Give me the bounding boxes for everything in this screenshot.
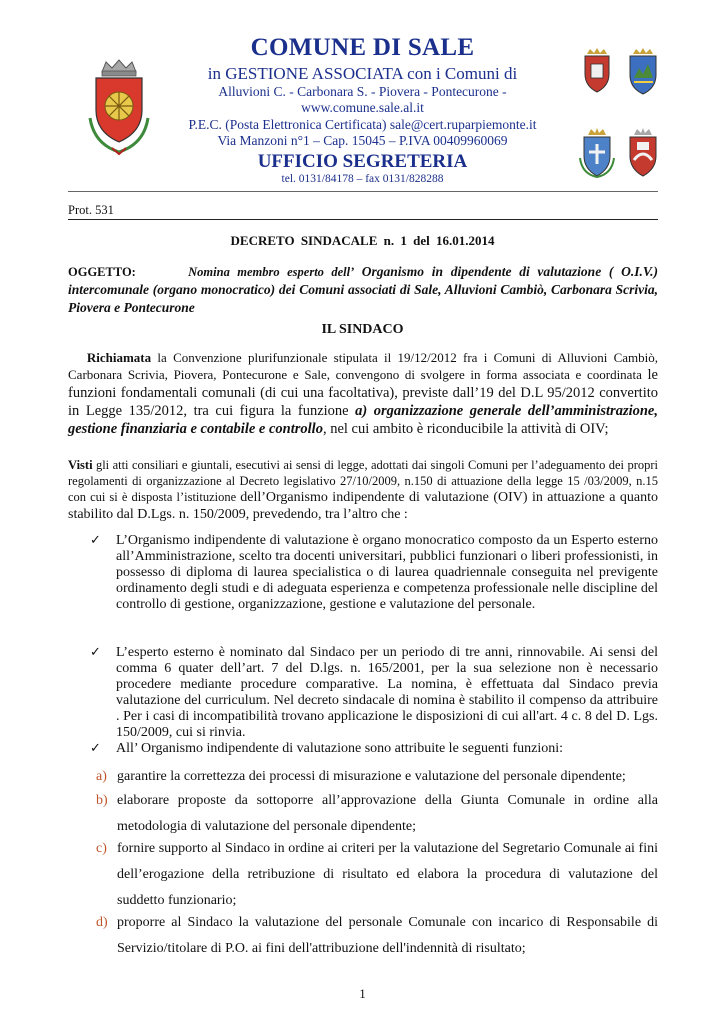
mayor-heading: IL SINDACO <box>321 322 404 337</box>
bullet-item <box>90 533 658 613</box>
function-text: proporre al Sindaco la valutazione del personale Comunale con incarico di Responsabile di Servizio/titolare di P.O. ai fini dell'attribuzione dell'indennità di risultato; <box>117 915 658 956</box>
function-item <box>96 764 658 790</box>
office-contacts: tel. 0131/84178 – fax 0131/828288 <box>281 173 444 185</box>
function-marker: b) <box>96 793 108 808</box>
office-title: UFFICIO SEGRETERIA <box>257 151 468 172</box>
function-item <box>96 910 658 962</box>
bullet-item <box>90 741 658 757</box>
function-marker: c) <box>96 841 107 856</box>
bullet-text: All’ Organismo indipendente di valutazione sono attribuite le seguenti funzioni: <box>116 741 563 756</box>
visti-text-1: gli atti consiliari e giuntali, esecutivi ai sensi di legge, adottati dai singoli Comuni per l’adeguamento dei propri regolamenti di organizzazione al Decreto legislativo 27/10/2009, n.150 di attuazione della legge 15 /03/2009, n.15 con cui si è disposta l’istituzione <box>68 458 658 504</box>
bullet-text: L’esperto esterno è nominato dal Sindaco per un periodo di tre anni, rinnovabile. Ai sensi del comma 6 quater dell’art. 7 del D.lgs. n. 165/2001, per la sua selezione non è necessario procedere mediante procedure comparative. La nomina, è effettuata dal Sindaco previa valutazione del curriculum. Nel decreto sindacale di nomina è stabilito il compenso da attribuire . Per i casi di incompatibilità trovano applicazione le disposizioni di cui all'art. 4 c. 8 del D. Lgs. 150/2009, cui si rinvia. <box>116 645 658 740</box>
subject-text-start: Nomina membro esperto dell’ <box>188 265 355 279</box>
association-subtitle: in GESTIONE ASSOCIATA con i Comuni di <box>207 64 518 83</box>
checkmark-icon: ✓ <box>90 741 101 756</box>
visti-lead: Visti <box>68 458 93 472</box>
function-text: elaborare proposte da sottoporre all’approvazione della Giunta Comunale in ordine alla metodologia di valutazione del personale dipendente; <box>117 793 658 834</box>
protocol-number: Prot. 531 <box>68 203 114 217</box>
richiamata-text-2: le funzioni fondamentali comunali (di cui una facoltativa), previste dall’19 del D.L 95/2012 convertito in Legge 135/2012, tra cui figura la funzione <box>68 367 658 419</box>
richiamata-lead: Richiamata <box>86 350 152 365</box>
bullet-text: L’Organismo indipendente di valutazione è organo monocratico composto da un Esperto esterno all’Amministrazione, scelto tra docenti universitari, pubblici funzionari o liberi professionisti, in possesso di diploma di laurea specialistica o di laurea quadriennale conseguita nel previgente ordinamento degli studi e di adeguata esperienza e competenza professionale nelle discipline del controllo di gestione, organizzazione, gestione e valutazione del personale. <box>116 533 658 612</box>
function-item <box>96 836 658 914</box>
website-link[interactable]: www.comune.sale.al.it <box>301 100 424 115</box>
decree-heading: DECRETO SINDACALE n. 1 del 16.01.2014 <box>230 233 495 248</box>
municipality-title: COMUNE DI SALE <box>250 34 475 61</box>
function-text: garantire la correttezza dei processi di misurazione e valutazione del personale dipendente; <box>117 769 626 784</box>
subject-text-rest: Organismo in dipendente di valutazione ( O.I.V.) intercomunale (organo monocratico) dei Comuni associati di Sale, Alluvioni Cambiò, Carbonara Scrivia, Piovera e Pontecurone <box>68 264 659 315</box>
subject-paragraph <box>68 263 658 317</box>
checkmark-icon: ✓ <box>90 533 101 548</box>
visti-text-2: dell’Organismo indipendente di valutazione (OIV) in attuazione a quanto stabilito dal D.Lgs. n. 150/2009, prevedendo, tra l’altro che : <box>68 490 659 522</box>
function-text: fornire supporto al Sindaco in ordine ai criteri per la valutazione del Segretario Comunale ai fini dell’erogazione della retribuzione di risultato ed elabora la procedura di valutazione del suddetto funzionario; <box>117 841 658 908</box>
function-marker: d) <box>96 915 108 930</box>
associated-towns: Alluvioni C. - Carbonara S. - Piovera - Pontecurone - <box>218 84 507 99</box>
richiamata-text-3: , nel cui ambito è riconducibile la attività di OIV; <box>322 421 609 437</box>
checkmark-icon: ✓ <box>90 645 101 660</box>
pec-email[interactable]: P.E.C. (Posta Elettronica Certificata) sale@cert.ruparpiemonte.it <box>188 117 537 132</box>
richiamata-paragraph <box>68 349 658 438</box>
header-divider <box>68 191 658 192</box>
address-line: Via Manzoni n°1 – Cap. 15045 – P.IVA 00409960069 <box>217 133 508 148</box>
richiamata-function: a) organizzazione generale dell’amministrazione, gestione finanziaria e contabile e controllo <box>68 403 658 437</box>
subject-label: OGGETTO: <box>68 265 136 279</box>
visti-paragraph <box>68 457 658 523</box>
page-number: 1 <box>359 986 366 1001</box>
protocol-divider <box>68 219 658 220</box>
function-marker: a) <box>96 769 107 784</box>
bullet-item <box>90 645 658 741</box>
richiamata-text-1: la Convenzione plurifunzionale stipulata il 19/12/2012 fra i Comuni di Alluvioni Cambiò, Carbonara Scrivia, Piovera, Pontecurone e Sale, convengono di svolgere in forma associata e coordinata <box>68 350 659 382</box>
function-item <box>96 788 658 840</box>
